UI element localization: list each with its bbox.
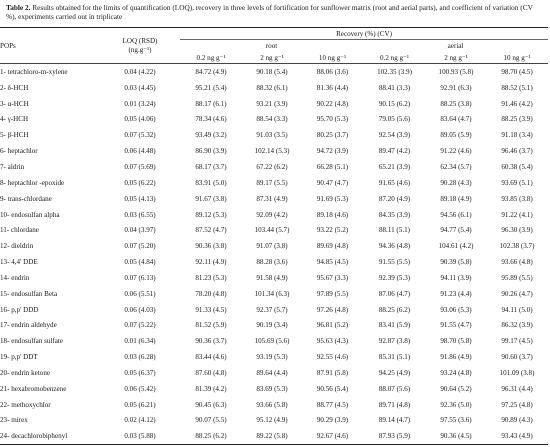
root-2-value: 103.44 (5.7): [254, 226, 290, 235]
aerial-10-value: 96.31 (4.4): [501, 384, 533, 393]
root-2-value: 88.54 (3.3): [256, 115, 288, 124]
table-row: [0, 270, 548, 286]
aerial-10-value: 93.43 (4.9): [486, 428, 548, 444]
aerial-0-2-value: 84.35 (3.9): [378, 210, 411, 219]
aerial-0-2-value: 90.15 (6.2): [378, 99, 411, 108]
root-0-2-value: 83.91 (5.0): [195, 178, 227, 187]
root-10-value: 87.91 (5.8): [316, 368, 349, 377]
root-10-value: 96.81 (5.2): [316, 321, 349, 330]
aerial-2-value: 90.36 (4.5): [426, 428, 486, 444]
aerial-2-value: 98.70 (5.8): [440, 337, 472, 346]
pop-name: 20- endrin ketone: [0, 368, 51, 377]
table-row: [0, 222, 548, 238]
aerial-10-value: 96.46 (3.7): [501, 147, 533, 156]
root-2-value: 93.21 (3.9): [256, 99, 288, 108]
root-0-2-value: 81.39 (4.2): [195, 384, 227, 393]
root-0-2-value: 90.45 (6.3): [195, 400, 227, 409]
root-2-value: 95.12 (4.9): [256, 416, 288, 425]
aerial-2-value: 88.25 (3.8): [440, 99, 472, 108]
aerial-10-value: 93.85 (3.8): [501, 194, 533, 203]
pop-name: 3- α-HCH: [0, 99, 29, 108]
root-0-2-value: 78.20 (4.8): [195, 289, 227, 298]
loq-value: 0.02 (4.12): [124, 416, 156, 425]
root-10-value: 97.89 (5.5): [316, 289, 349, 298]
table-row: [0, 96, 548, 112]
root-10-value: 92.67 (4.6): [302, 428, 363, 444]
aerial-2-value: 90.28 (4.3): [440, 178, 472, 187]
root-10-value: 80.25 (3.7): [316, 131, 349, 140]
root-10-value: 91.69 (5.3): [316, 194, 349, 203]
aerial-10-value: 94.11 (5.0): [501, 305, 533, 314]
root-2-value: 92.09 (4.2): [256, 210, 288, 219]
root-2-value: 89.64 (4.4): [256, 368, 288, 377]
loq-value: 0.06 (5.51): [124, 289, 156, 298]
level-header-aerial-10: 10 ng g⁻¹: [486, 52, 548, 64]
root-0-2-value: 86.90 (3.9): [195, 147, 227, 156]
aerial-10-value: 86.32 (3.9): [501, 321, 533, 330]
aerial-2-value: 92.36 (5.0): [440, 400, 472, 409]
aerial-0-2-value: 87.93 (5.9): [363, 428, 426, 444]
loq-value: 0.01 (3.24): [124, 99, 156, 108]
aerial-2-value: 91.55 (4.7): [440, 321, 472, 330]
aerial-0-2-value: 92.87 (3.8): [378, 337, 411, 346]
table-caption: [6, 3, 544, 22]
pop-name: 2- δ-HCH: [0, 83, 29, 92]
aerial-10-value: 88.52 (5.1): [501, 83, 533, 92]
loq-value: 0.01 (6.34): [124, 337, 156, 346]
root-2-value: 91.07 (3.8): [256, 242, 288, 251]
aerial-2-value: 93.24 (4.8): [440, 368, 472, 377]
loq-value: 0.05 (6.37): [124, 368, 156, 377]
loq-value: 0.05 (6.21): [124, 400, 156, 409]
aerial-2-value: 94.56 (6.1): [440, 210, 472, 219]
root-0-2-value: 90.36 (3.8): [195, 242, 227, 251]
table-row: [0, 381, 548, 397]
aerial-10-value: 102.38 (3.7): [499, 242, 535, 251]
root-2-value: 105.69 (5.6): [254, 337, 290, 346]
aerial-0-2-value: 89.71 (4.8): [378, 400, 411, 409]
root-10-value: 94.85 (4.5): [316, 258, 349, 267]
aerial-0-2-value: 91.55 (5.5): [378, 258, 411, 267]
loq-value: 0.05 (4.84): [124, 258, 156, 267]
table-row: [0, 413, 548, 429]
root-0-2-value: 83.44 (4.6): [195, 353, 227, 362]
level-header-aerial-0-2: 0.2 ng g⁻¹: [363, 52, 426, 64]
aerial-0-2-value: 92.39 (5.3): [378, 273, 411, 282]
level-header-root-10: 10 ng g⁻¹: [302, 52, 363, 64]
pop-name: 1- tetrachloro-m-xylene: [0, 67, 68, 76]
aerial-2-value: 92.91 (6.3): [440, 83, 472, 92]
pop-name: 17- endrin aldehyde: [0, 321, 57, 330]
aerial-0-2-value: 89.14 (4.7): [378, 416, 411, 425]
root-10-value: 95.70 (5.3): [316, 115, 349, 124]
aerial-0-2-value: 88.41 (3.3): [378, 83, 411, 92]
pop-name: 12- dieldrin: [0, 242, 34, 251]
root-10-value: 92.55 (4.6): [316, 353, 349, 362]
root-2-value: 83.69 (5.3): [256, 384, 288, 393]
root-2-value: 88.32 (6.1): [256, 83, 288, 92]
loq-value: 0.06 (4.48): [124, 147, 156, 156]
root-10-value: 93.22 (5.2): [316, 226, 349, 235]
pop-name: 19- p,p' DDT: [0, 353, 38, 362]
aerial-2-value: 104.61 (4.2): [438, 242, 474, 251]
root-10-value: 90.29 (3.9): [316, 416, 349, 425]
root-header: root: [180, 40, 363, 53]
aerial-0-2-value: 65.21 (3.9): [378, 162, 411, 171]
root-10-value: 90.22 (4.8): [316, 99, 349, 108]
root-0-2-value: 92.11 (4.9): [195, 258, 227, 267]
aerial-0-2-value: 79.05 (5.6): [378, 115, 411, 124]
root-0-2-value: 93.49 (3.2): [195, 131, 227, 140]
loq-value: 0.07 (5.32): [124, 131, 156, 140]
aerial-10-value: 91.22 (4.1): [501, 210, 533, 219]
root-10-value: 89.18 (4.6): [316, 210, 349, 219]
root-2-value: 101.34 (6.3): [254, 289, 290, 298]
table-row: [0, 349, 548, 365]
aerial-10-value: 95.89 (5.5): [501, 273, 533, 282]
table-row: [0, 112, 548, 128]
loq-value: 0.04 (3.97): [124, 226, 156, 235]
aerial-2-value: 91.86 (4.9): [440, 353, 472, 362]
loq-value: 0.07 (6.13): [124, 273, 156, 282]
root-10-value: 95.67 (3.3): [316, 273, 349, 282]
aerial-2-value: 83.64 (4.7): [440, 115, 472, 124]
root-2-value: 87.31 (4.9): [256, 194, 288, 203]
pop-name: 16- p,p' DDD: [0, 305, 39, 314]
table-row: [0, 397, 548, 413]
root-2-value: 90.19 (3.4): [256, 321, 288, 330]
loq-value: 0.03 (6.55): [124, 210, 156, 219]
aerial-2-value: 62.34 (5.7): [440, 162, 472, 171]
aerial-0-2-value: 94.25 (4.9): [378, 368, 411, 377]
aerial-10-value: 88.25 (3.9): [501, 115, 533, 124]
root-0-2-value: 90.36 (3.7): [195, 337, 227, 346]
loq-header-line2: (ng.g⁻¹): [128, 45, 152, 54]
table-row: [0, 238, 548, 254]
loq-value: 0.05 (4.06): [124, 115, 156, 124]
aerial-0-2-value: 94.36 (4.8): [378, 242, 411, 251]
aerial-10-value: 60.38 (5.4): [501, 162, 533, 171]
root-10-value: 94.72 (3.9): [316, 147, 349, 156]
pop-name: 14- endrin: [0, 273, 30, 282]
pops-header: POPs: [0, 28, 100, 64]
aerial-header: aerial: [363, 40, 548, 53]
aerial-0-2-value: 92.54 (3.9): [378, 131, 411, 140]
aerial-2-value: 91.23 (4.4): [440, 289, 472, 298]
root-0-2-value: 68.17 (3.7): [195, 162, 227, 171]
root-2-value: 93.19 (5.3): [256, 353, 288, 362]
table-row: [0, 159, 548, 175]
table-row: [0, 302, 548, 318]
root-0-2-value: 88.25 (6.2): [180, 428, 242, 444]
level-header-root-2: 2 ng g⁻¹: [242, 52, 302, 64]
loq-value: 0.05 (6.22): [124, 178, 156, 187]
loq-value: 0.06 (4.03): [124, 305, 156, 314]
level-header-aerial-2: 2 ng g⁻¹: [426, 52, 486, 64]
root-0-2-value: 87.52 (4.7): [195, 226, 227, 235]
pop-name: 8- heptachlor -epoxide: [0, 178, 65, 187]
aerial-0-2-value: 88.07 (5.6): [378, 384, 411, 393]
aerial-2-value: 90.39 (5.8): [440, 258, 472, 267]
table-row: [0, 365, 548, 381]
root-0-2-value: 90.07 (5.5): [195, 416, 227, 425]
root-0-2-value: 88.17 (6.1): [195, 99, 227, 108]
table-caption-text: Results obtained for the limits of quantification (LOQ), recovery in three levels of fortification for sunflower matrix (root and aerial parts), and coefficient of variation (CV %), experiments carried out in triplicate: [6, 3, 533, 22]
aerial-0-2-value: 85.31 (5.1): [378, 353, 411, 362]
pop-name: 5- β-HCH: [0, 131, 29, 140]
root-10-value: 88.06 (3.6): [316, 67, 349, 76]
root-2-value: 67.22 (6.2): [256, 162, 288, 171]
loq-value: 0.03 (6.28): [124, 353, 156, 362]
pop-name: 4- γ-HCH: [0, 115, 29, 124]
aerial-10-value: 101.09 (3.8): [499, 368, 535, 377]
root-2-value: 90.18 (5.4): [256, 67, 288, 76]
aerial-0-2-value: 88.25 (6.2): [378, 305, 411, 314]
root-10-value: 90.56 (5.4): [316, 384, 349, 393]
pop-name: 24- decachlorobiphenyl: [0, 428, 100, 444]
pop-name: 9- trans-chlordane: [0, 194, 52, 203]
aerial-2-value: 90.64 (5.2): [440, 384, 472, 393]
table-row: [0, 254, 548, 270]
aerial-2-value: 93.06 (5.3): [440, 305, 472, 314]
aerial-2-value: 89.05 (5.9): [440, 131, 472, 140]
root-0-2-value: 81.52 (5.9): [195, 321, 227, 330]
pop-name: 11- chlordane: [0, 226, 39, 235]
root-2-value: 91.58 (4.9): [256, 273, 288, 282]
table-row: [0, 64, 548, 80]
loq-value: 0.04 (4.22): [124, 67, 156, 76]
root-10-value: 88.77 (4.5): [316, 400, 349, 409]
table-row: [0, 143, 548, 159]
root-10-value: 90.47 (4.7): [316, 178, 349, 187]
pop-name: 10- endosulfan alpha: [0, 210, 60, 219]
loq-value: 0.07 (5.69): [124, 162, 156, 171]
root-0-2-value: 91.67 (3.8): [195, 194, 227, 203]
aerial-10-value: 98.70 (4.5): [501, 67, 533, 76]
loq-value: 0.03 (5.88): [100, 428, 180, 444]
table-body: [0, 64, 548, 445]
root-10-value: 89.69 (4.8): [316, 242, 349, 251]
root-10-value: 95.63 (4.3): [316, 337, 349, 346]
root-2-value: 93.66 (5.8): [256, 400, 288, 409]
aerial-0-2-value: 83.41 (5.9): [378, 321, 411, 330]
loq-value: 0.07 (5.20): [124, 242, 156, 251]
aerial-2-value: 94.77 (5.4): [440, 226, 472, 235]
aerial-0-2-value: 87.20 (4.9): [378, 194, 411, 203]
table-caption-label: Table 2.: [6, 3, 31, 12]
table-row: [0, 175, 548, 191]
table-row: [0, 286, 548, 302]
table-row: [0, 80, 548, 96]
root-10-value: 97.26 (4.8): [316, 305, 349, 314]
aerial-10-value: 93.69 (5.1): [501, 178, 533, 187]
pop-name: 18- endosulfan sulfate: [0, 337, 64, 346]
aerial-10-value: 91.18 (3.4): [501, 131, 533, 140]
root-0-2-value: 91.33 (4.5): [195, 305, 227, 314]
level-header-root-0-2: 0.2 ng g⁻¹: [180, 52, 242, 64]
loq-header-line1: LOQ (RSD): [122, 36, 158, 45]
root-10-value: 66.28 (5.1): [316, 162, 349, 171]
aerial-10-value: 90.60 (3.7): [501, 353, 533, 362]
table-row: [0, 207, 548, 223]
recovery-header: Recovery (%) (CV): [180, 28, 548, 40]
aerial-10-value: 90.26 (4.7): [501, 289, 533, 298]
aerial-2-value: 89.18 (4.9): [440, 194, 472, 203]
loq-value: 0.05 (4.13): [124, 194, 156, 203]
aerial-0-2-value: 87.06 (4.7): [378, 289, 411, 298]
root-2-value: 88.28 (3.6): [256, 258, 288, 267]
table-row: [0, 191, 548, 207]
loq-value: 0.07 (5.22): [124, 321, 156, 330]
root-0-2-value: 78.34 (4.6): [195, 115, 227, 124]
results-table: [0, 27, 548, 445]
aerial-0-2-value: 102.35 (3.9): [377, 67, 412, 76]
root-10-value: 81.36 (4.4): [316, 83, 349, 92]
loq-header: [100, 28, 180, 64]
pop-name: 7- aldrin: [0, 162, 25, 171]
aerial-0-2-value: 89.47 (4.2): [378, 147, 411, 156]
root-0-2-value: 87.60 (4.8): [195, 368, 227, 377]
aerial-10-value: 93.66 (4.8): [501, 258, 533, 267]
aerial-10-value: 90.89 (4.3): [501, 416, 533, 425]
pop-name: 13- 4,4' DDE: [0, 258, 38, 267]
root-0-2-value: 84.72 (4.9): [195, 67, 227, 76]
aerial-10-value: 99.17 (4.5): [501, 337, 533, 346]
loq-value: 0.03 (4.45): [124, 83, 156, 92]
aerial-2-value: 97.55 (3.6): [440, 416, 472, 425]
header-row-top: [0, 28, 548, 40]
pop-name: 21- hexabromobenzene: [0, 384, 67, 393]
pop-name: 22- methoxychlor: [0, 400, 51, 409]
aerial-10-value: 96.30 (3.9): [501, 226, 533, 235]
aerial-2-value: 94.11 (3.9): [440, 273, 472, 282]
table-row: [0, 318, 548, 334]
aerial-0-2-value: 91.65 (4.6): [378, 178, 411, 187]
aerial-2-value: 91.22 (4.6): [440, 147, 472, 156]
pop-name: 23- mirex: [0, 416, 28, 425]
root-2-value: 102.14 (5.3): [254, 147, 290, 156]
root-2-value: 89.22 (5.8): [242, 428, 302, 444]
table-row: [0, 428, 548, 444]
aerial-2-value: 100.93 (5.8): [438, 67, 474, 76]
aerial-10-value: 97.25 (4.8): [501, 400, 533, 409]
aerial-0-2-value: 88.11 (5.1): [378, 226, 411, 235]
aerial-10-value: 91.46 (4.2): [501, 99, 533, 108]
pop-name: 6- heptachlor: [0, 147, 38, 156]
root-2-value: 92.37 (5.7): [256, 305, 288, 314]
root-0-2-value: 81.23 (5.3): [195, 273, 227, 282]
root-0-2-value: 89.12 (5.3): [195, 210, 227, 219]
pop-name: 15- endosulfan Beta: [0, 289, 58, 298]
table-row: [0, 127, 548, 143]
root-2-value: 91.03 (3.5): [256, 131, 288, 140]
table-row: [0, 333, 548, 349]
root-2-value: 89.17 (5.5): [256, 178, 288, 187]
root-0-2-value: 95.21 (5.4): [195, 83, 227, 92]
loq-value: 0.06 (5.42): [124, 384, 156, 393]
